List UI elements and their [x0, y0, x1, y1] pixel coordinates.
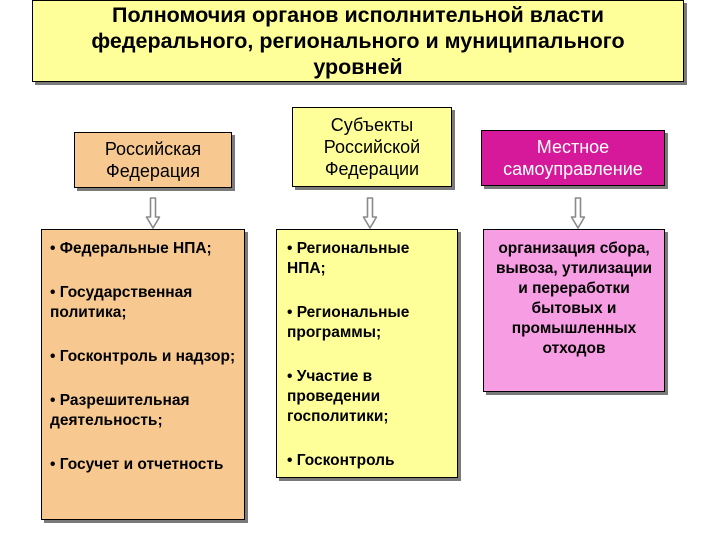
federal-powers-box [41, 229, 245, 520]
down-arrow-icon [145, 197, 161, 229]
title-line-3: уровней [313, 55, 403, 79]
local-powers-box [483, 229, 665, 392]
title-line-2: федерального, регионального и муниципального [91, 29, 625, 53]
regional-powers-box [276, 229, 458, 478]
header-local-line-1: Местное [536, 137, 610, 157]
list-item: • Госучет и отчетность [50, 456, 224, 473]
list-item: • Государственная политика; [50, 284, 193, 321]
title-line-1: Полномочия органов исполнительной власти [111, 3, 604, 27]
header-federal-line-1: Российская [104, 139, 202, 159]
header-regional-line-3: Федерации [324, 159, 420, 179]
down-arrow-icon [570, 197, 586, 229]
header-regional [292, 107, 452, 187]
header-local [481, 130, 665, 186]
list-item: • Региональные программы; [287, 304, 410, 341]
list-item: • Участие в проведении госполитики; [287, 368, 389, 425]
header-local-line-2: самоуправление [503, 159, 643, 179]
list-item: • Разрешительная деятельность; [50, 392, 190, 429]
list-item: • Госконтроль [287, 452, 395, 469]
header-federal-line-2: Федерация [106, 161, 200, 181]
header-regional-line-2: Российской [323, 137, 421, 157]
list-item: • Госконтроль и надзор; [50, 348, 236, 365]
header-federal [74, 132, 232, 188]
header-regional-line-1: Субъекты [330, 115, 414, 135]
list-item: • Федеральные НПА; [50, 240, 212, 257]
down-arrow-icon [362, 197, 378, 229]
list-item: организация сбора, вывоза, утилизации и переработки бытовых и промышленных отходов [495, 240, 653, 357]
title-box [32, 0, 684, 82]
list-item: • Региональные НПА; [287, 240, 410, 277]
